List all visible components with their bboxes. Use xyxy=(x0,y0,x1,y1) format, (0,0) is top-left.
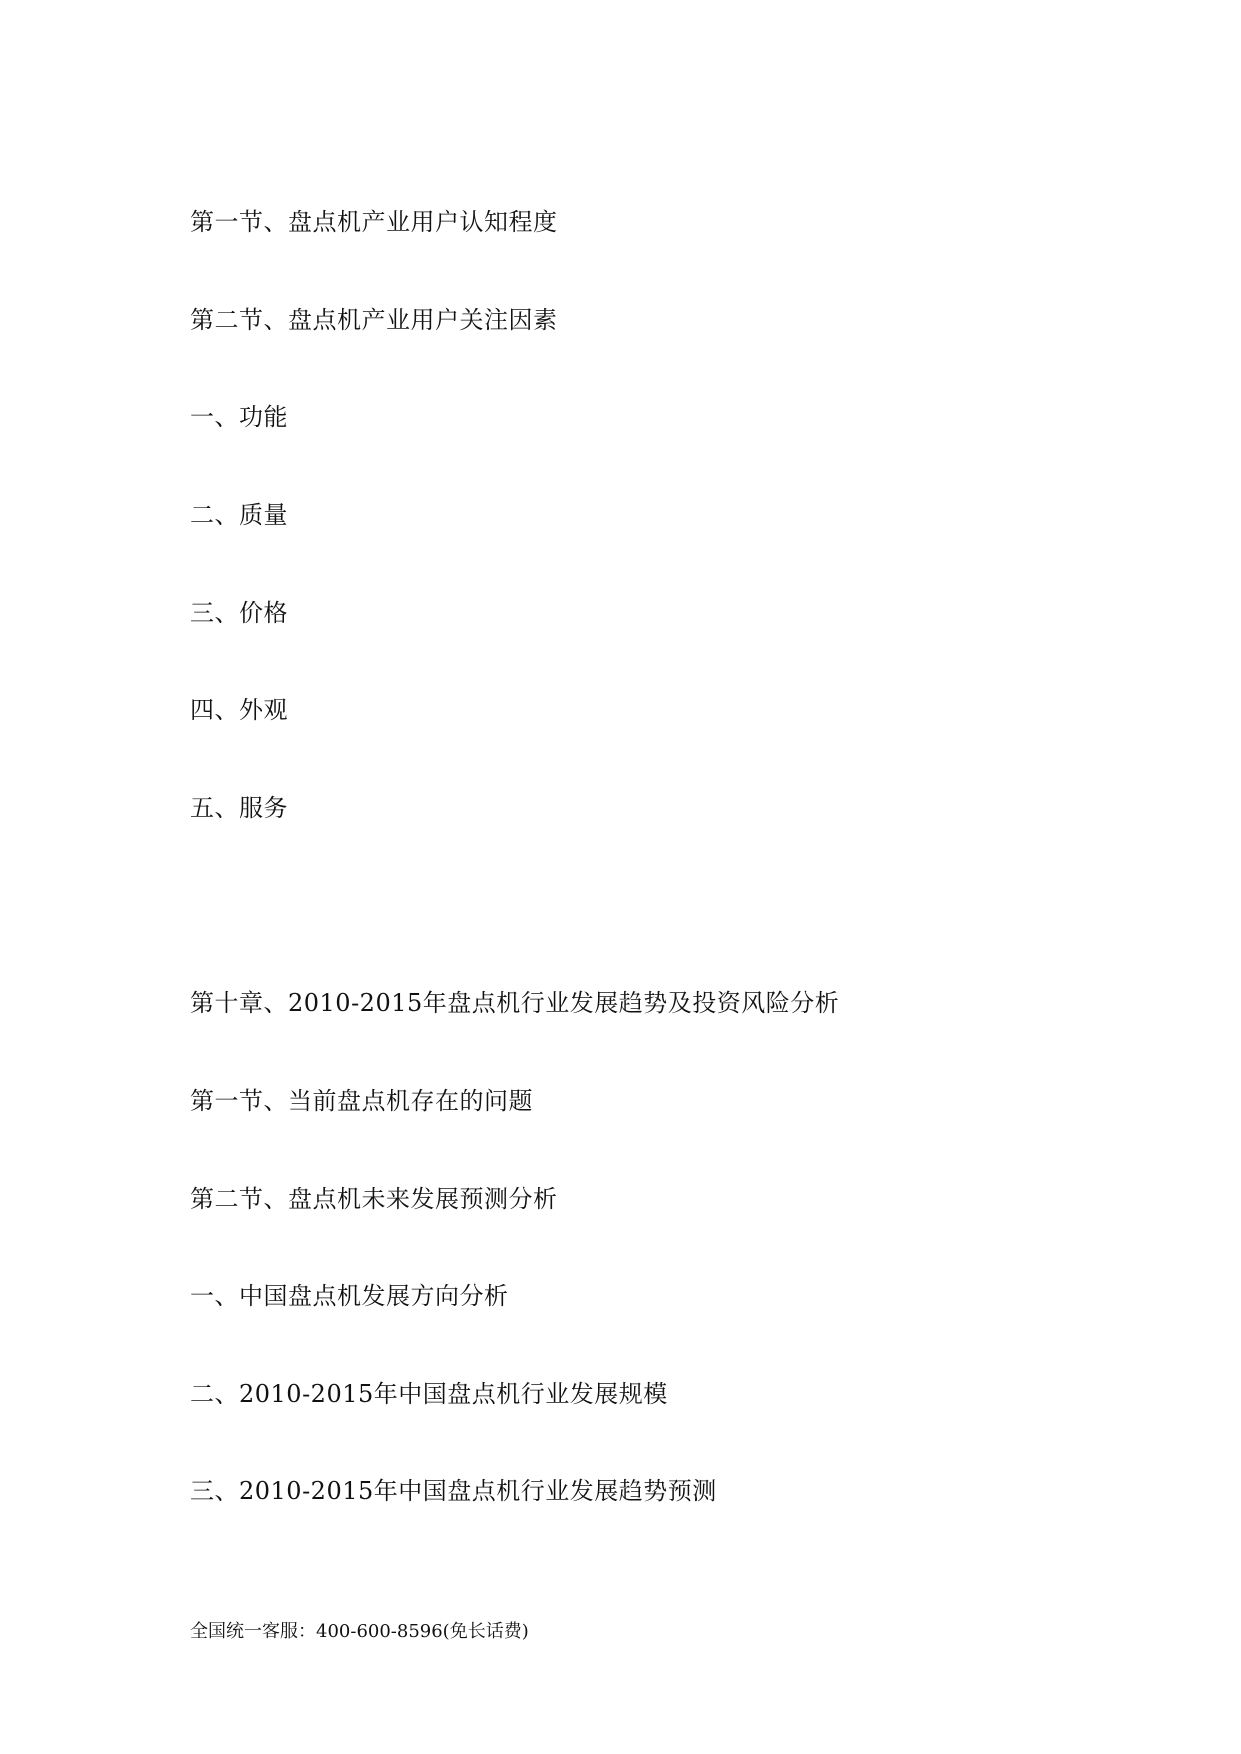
toc-section-user-concerns: 第二节、盘点机产业用户关注因素 xyxy=(190,306,558,334)
toc-item-function: 一、功能 xyxy=(190,403,288,431)
toc-item-price: 三、价格 xyxy=(190,599,288,627)
toc-item-development-trend: 三、2010-2015年中国盘点机行业发展趋势预测 xyxy=(190,1477,717,1505)
toc-item-appearance: 四、外观 xyxy=(190,696,288,724)
toc-item-development-direction: 一、中国盘点机发展方向分析 xyxy=(190,1282,509,1310)
footer-hotline: 全国统一客服：400-600-8596(免长话费) xyxy=(190,1621,529,1642)
toc-item-service: 五、服务 xyxy=(190,794,288,822)
toc-item-development-scale: 二、2010-2015年中国盘点机行业发展规模 xyxy=(190,1380,668,1408)
toc-section-user-awareness: 第一节、盘点机产业用户认知程度 xyxy=(190,208,558,236)
toc-item-quality: 二、质量 xyxy=(190,501,288,529)
toc-chapter-ten: 第十章、2010-2015年盘点机行业发展趋势及投资风险分析 xyxy=(190,989,840,1017)
toc-section-current-problems: 第一节、当前盘点机存在的问题 xyxy=(190,1087,533,1115)
toc-section-future-forecast: 第二节、盘点机未来发展预测分析 xyxy=(190,1185,558,1213)
